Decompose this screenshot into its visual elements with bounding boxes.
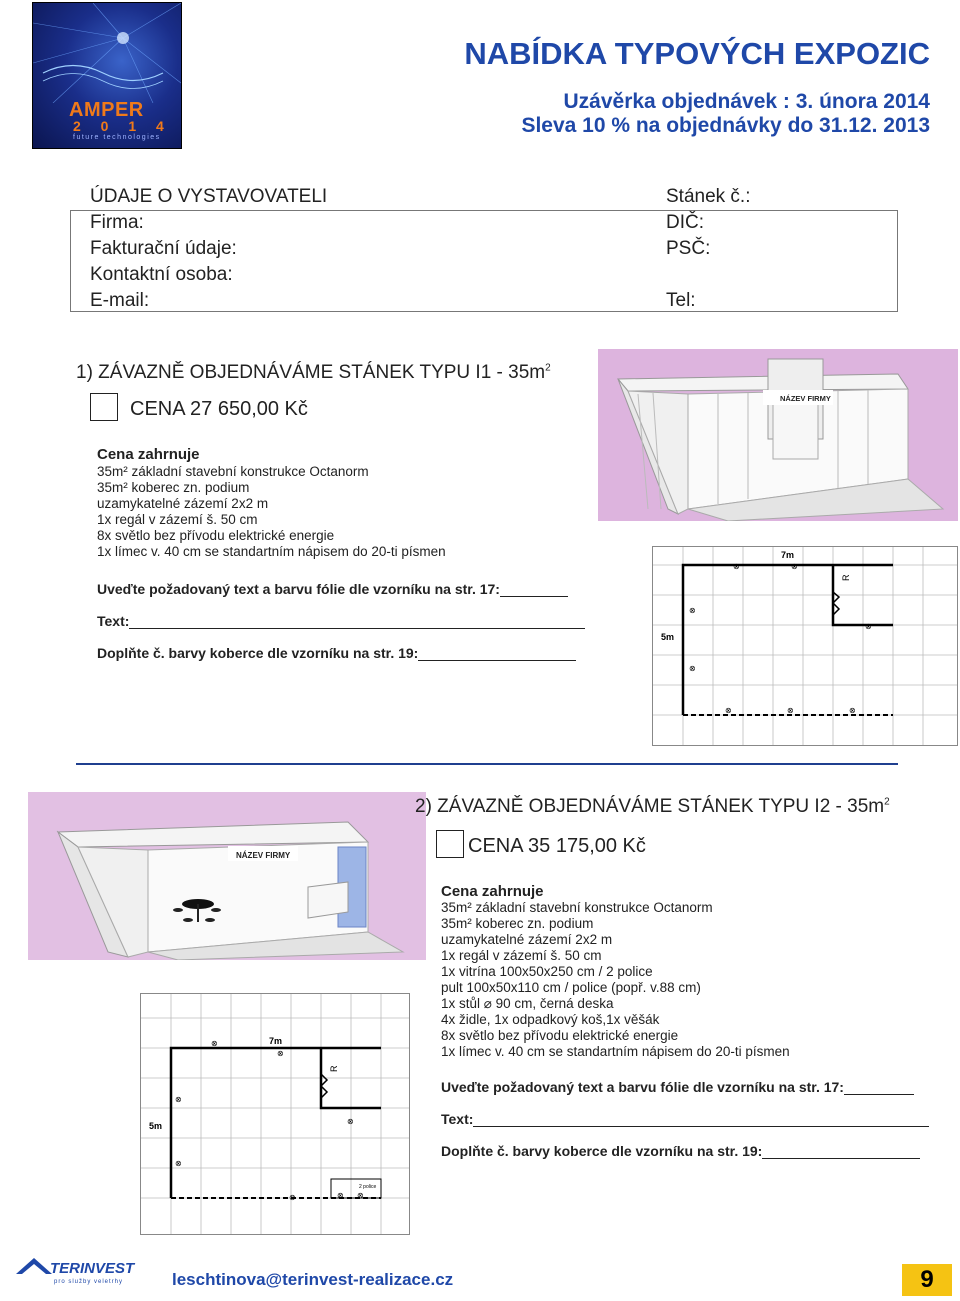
svg-text:⊗: ⊗ xyxy=(347,1117,354,1126)
svg-text:⊗: ⊗ xyxy=(289,1193,296,1202)
list-item: 1x vitrína 100x50x250 cm / 2 police xyxy=(441,964,653,979)
list-item: pult 100x50x110 cm / police (popř. v.88 cm) xyxy=(441,980,701,995)
stand1-floor-plan xyxy=(652,546,958,746)
stand2-floor-plan xyxy=(140,993,410,1235)
offer1-foil-line xyxy=(97,581,568,597)
amper-logo xyxy=(32,2,182,149)
discount-text: Sleva 10 % na objednávky do 31.12. 2013 xyxy=(521,114,930,137)
email-label: E-mail: xyxy=(90,290,150,311)
offer2-carpet-input[interactable] xyxy=(762,1146,920,1159)
offer1-carpet-text: Doplňte č. barvy koberce dle vzorníku na str. 19: xyxy=(97,645,419,661)
exhibitor-heading: ÚDAJE O VYSTAVOVATELI xyxy=(90,186,328,207)
offer1-heading xyxy=(76,362,551,384)
list-item: 1x stůl ⌀ 90 cm, černá deska xyxy=(441,996,614,1011)
list-item: 35m² základní stavební konstrukce Octanorm xyxy=(97,464,369,479)
terinvest-name: TERINVEST xyxy=(50,1260,135,1277)
svg-text:⊗: ⊗ xyxy=(277,1049,284,1058)
stand2-sign: NÁZEV FIRMY xyxy=(236,851,291,860)
offer2-foil-input[interactable] xyxy=(844,1082,914,1095)
offer2-text-input[interactable] xyxy=(473,1114,929,1127)
offer2-heading-sup: 2 xyxy=(884,796,890,808)
stand-number-label: Stánek č.: xyxy=(666,186,751,207)
list-item: 4x židle, 1x odpadkový koš,1x věšák xyxy=(441,1012,660,1027)
offer2-text-line xyxy=(441,1111,929,1127)
company-label: Firma: xyxy=(90,212,144,233)
dic-label: DIČ: xyxy=(666,212,704,233)
offer2-checkbox[interactable] xyxy=(436,830,464,858)
svg-text:⊗: ⊗ xyxy=(787,706,794,715)
list-item: 1x límec v. 40 cm se standartním nápisem do 20-ti písmen xyxy=(441,1044,790,1059)
offer1-heading-sup: 2 xyxy=(545,362,551,374)
offer2-text-label: Text: xyxy=(441,1111,474,1127)
page-number: 9 xyxy=(902,1264,952,1296)
svg-text:⊗: ⊗ xyxy=(791,562,798,571)
offer2-includes-list xyxy=(441,900,790,1060)
psc-label: PSČ: xyxy=(666,238,711,259)
list-item: 1x regál v zázemí š. 50 cm xyxy=(97,512,258,527)
terinvest-tagline: pro služby veletrhy xyxy=(54,1279,124,1285)
offer1-includes-list xyxy=(97,464,446,560)
section-divider xyxy=(76,763,898,765)
logo-brand: AMPER xyxy=(69,99,144,121)
billing-label: Fakturační údaje: xyxy=(90,238,237,259)
exhibitor-form xyxy=(70,210,898,312)
stand1-plan-width: 7m xyxy=(781,550,795,560)
offer1-text-label: Text: xyxy=(97,613,130,629)
contact-label: Kontaktní osoba: xyxy=(90,264,233,285)
list-item: 35m² základní stavební konstrukce Octanorm xyxy=(441,900,713,915)
offer1-price: CENA 27 650,00 Kč xyxy=(130,398,308,420)
svg-text:⊗: ⊗ xyxy=(689,606,696,615)
list-item: uzamykatelné zázemí 2x2 m xyxy=(97,496,269,511)
stand2-plan-r: R xyxy=(329,1065,339,1072)
stand1-plan-depth: 5m xyxy=(661,632,675,642)
stand1-plan-r: R xyxy=(841,574,851,581)
offer2-price: CENA 35 175,00 Kč xyxy=(468,835,646,857)
terinvest-logo xyxy=(14,1252,162,1296)
list-item: 8x světlo bez přívodu elektrické energie xyxy=(97,528,335,543)
offer1-carpet-line xyxy=(97,645,576,661)
deadline-text: Uzávěrka objednávek : 3. února 2014 xyxy=(563,90,930,113)
stand1-sign: NÁZEV FIRMY xyxy=(780,394,831,403)
svg-text:⊗: ⊗ xyxy=(175,1095,182,1104)
terinvest-roof-icon xyxy=(14,1254,54,1284)
svg-text:⊗: ⊗ xyxy=(865,622,872,631)
svg-text:⊗: ⊗ xyxy=(175,1159,182,1168)
svg-text:⊗: ⊗ xyxy=(689,664,696,673)
logo-year: 2 0 1 4 xyxy=(73,118,172,134)
offer1-text-input[interactable] xyxy=(129,616,585,629)
logo-rays-graphic xyxy=(33,3,181,103)
offer1-checkbox[interactable] xyxy=(90,393,118,421)
stand2-plan-depth: 5m xyxy=(149,1121,163,1131)
offer2-heading-text: 2) ZÁVAZNĚ OBJEDNÁVÁME STÁNEK TYPU I2 - 35m xyxy=(415,796,885,817)
svg-text:⊗: ⊗ xyxy=(357,1191,364,1200)
offer2-carpet-line xyxy=(441,1143,920,1159)
offer1-carpet-input[interactable] xyxy=(418,648,576,661)
svg-text:⊗: ⊗ xyxy=(849,706,856,715)
offer1-foil-input[interactable] xyxy=(500,584,568,597)
list-item: 1x regál v zázemí š. 50 cm xyxy=(441,948,602,963)
stand2-render xyxy=(28,792,426,960)
page-title: NABÍDKA TYPOVÝCH EXPOZIC xyxy=(464,36,930,71)
logo-tagline: future technologies xyxy=(73,134,161,141)
list-item: 35m² koberec zn. podium xyxy=(97,480,250,495)
svg-text:⊗: ⊗ xyxy=(211,1039,218,1048)
offer1-includes-heading: Cena zahrnuje xyxy=(97,446,200,463)
list-item: 1x límec v. 40 cm se standartním nápisem do 20-ti písmen xyxy=(97,544,446,559)
offer1-heading-text: 1) ZÁVAZNĚ OBJEDNÁVÁME STÁNEK TYPU I1 - 35m xyxy=(76,362,546,383)
offer1-foil-text: Uveďte požadovaný text a barvu fólie dle vzorníku na str. 17: xyxy=(97,581,500,597)
tel-label: Tel: xyxy=(666,290,696,311)
footer-email[interactable]: leschtinova@terinvest-realizace.cz xyxy=(172,1270,454,1289)
stand1-render xyxy=(598,349,958,521)
stand2-plan-shelf: 2 police xyxy=(359,1184,377,1190)
offer2-foil-line xyxy=(441,1079,914,1095)
list-item: 35m² koberec zn. podium xyxy=(441,916,594,931)
svg-text:⊗: ⊗ xyxy=(337,1191,344,1200)
svg-text:⊗: ⊗ xyxy=(725,706,732,715)
svg-text:⊗: ⊗ xyxy=(733,562,740,571)
offer2-foil-text: Uveďte požadovaný text a barvu fólie dle vzorníku na str. 17: xyxy=(441,1079,844,1095)
offer2-carpet-text: Doplňte č. barvy koberce dle vzorníku na str. 19: xyxy=(441,1143,763,1159)
offer2-heading xyxy=(415,796,890,818)
list-item: 8x světlo bez přívodu elektrické energie xyxy=(441,1028,679,1043)
offer1-text-line xyxy=(97,613,585,629)
list-item: uzamykatelné zázemí 2x2 m xyxy=(441,932,613,947)
offer2-includes-heading: Cena zahrnuje xyxy=(441,883,544,900)
stand2-plan-width: 7m xyxy=(269,1036,283,1046)
